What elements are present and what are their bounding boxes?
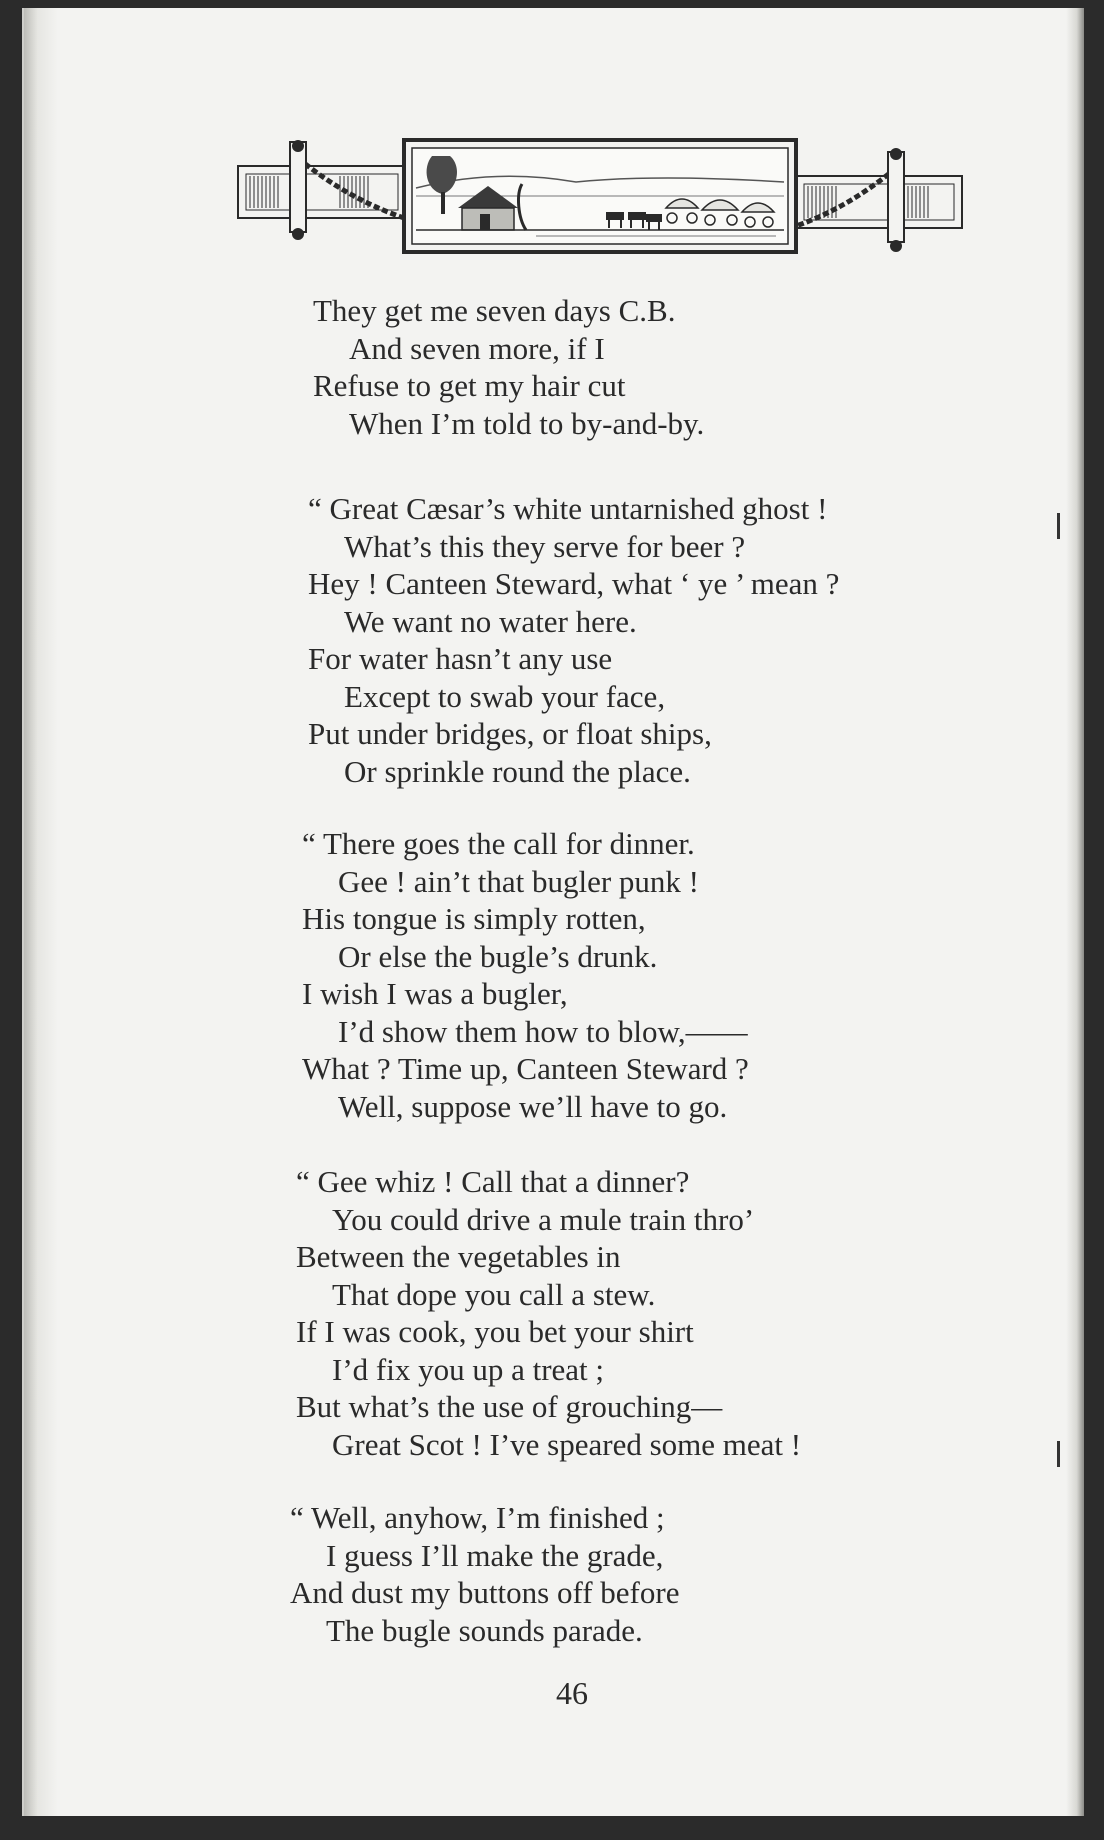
stanza — [313, 292, 704, 442]
poem-line: Except to swab your face, — [344, 678, 666, 714]
stanza — [302, 825, 749, 1125]
poem-line: For water hasn’t any use — [308, 641, 613, 676]
poem-line: Hey ! Canteen Steward, what ‘ ye ’ mean ? — [308, 566, 840, 601]
poem-line: Put under bridges, or float ships, — [308, 716, 712, 751]
poem-line: When I’m told to by-and-by. — [349, 405, 705, 441]
poem-line: And seven more, if I — [349, 330, 605, 366]
poem-line: You could drive a mule train thro’ — [332, 1201, 755, 1237]
poem-line: Great Scot ! I’ve speared some meat ! — [332, 1426, 802, 1462]
poem-line: I’d fix you up a treat ; — [332, 1351, 605, 1387]
poem-line: Or sprinkle round the place. — [344, 753, 691, 789]
poem-line: His tongue is simply rotten, — [302, 901, 646, 936]
page-number: 46 — [556, 1675, 588, 1711]
poem-line: I wish I was a bugler, — [302, 976, 568, 1011]
poem-line: And dust my buttons off before — [290, 1575, 680, 1610]
stanza — [290, 1499, 679, 1649]
stanza — [296, 1163, 801, 1463]
poem-line: But what’s the use of grouching— — [296, 1389, 723, 1424]
poem-line: Or else the bugle’s drunk. — [338, 938, 658, 974]
poem-line: “ There goes the call for dinner. — [302, 826, 695, 861]
poem-line: The bugle sounds parade. — [326, 1612, 643, 1648]
poem-line: They get me seven days C.B. — [313, 293, 676, 328]
poem-line: If I was cook, you bet your shirt — [296, 1314, 694, 1349]
poem-line: Between the vegetables in — [296, 1239, 621, 1274]
stanza — [308, 490, 839, 790]
poem-line: I’d show them how to blow,—— — [338, 1013, 748, 1049]
poem-line: What’s this they serve for beer ? — [344, 528, 746, 564]
poem-line: “ Gee whiz ! Call that a dinner? — [296, 1164, 690, 1199]
poem-line: Refuse to get my hair cut — [313, 368, 626, 403]
poem-line: We want no water here. — [344, 603, 637, 639]
poem-line: Gee ! ain’t that bugler punk ! — [338, 863, 699, 899]
poem-line: “ Well, anyhow, I’m finished ; — [290, 1500, 665, 1535]
poem-line: I guess I’ll make the grade, — [326, 1537, 664, 1573]
poem-line: That dope you call a stew. — [332, 1276, 656, 1312]
poem-line: “ Great Cæsar’s white untarnished ghost ! — [308, 491, 828, 526]
poem-line: Well, suppose we’ll have to go. — [338, 1088, 728, 1124]
poem-line: What ? Time up, Canteen Steward ? — [302, 1051, 749, 1086]
